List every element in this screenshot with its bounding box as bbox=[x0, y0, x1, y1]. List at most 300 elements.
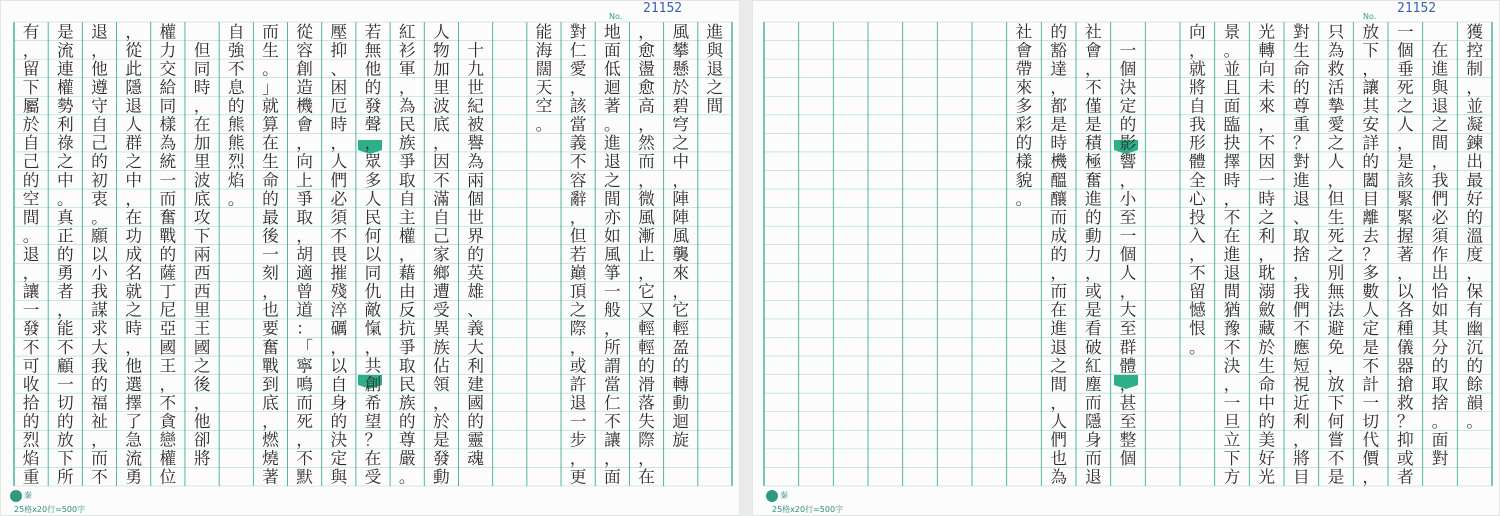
essay-char: 臨 bbox=[1223, 114, 1241, 135]
essay-char: 之 bbox=[1431, 114, 1449, 135]
essay-char: 仁 bbox=[603, 392, 621, 413]
essay-char: 急 bbox=[125, 429, 143, 450]
essay-char: ， bbox=[1362, 466, 1380, 487]
essay-char: 民 bbox=[398, 114, 416, 135]
essay-char: 個 bbox=[1396, 39, 1414, 60]
essay-char: 將 bbox=[1292, 448, 1310, 469]
essay-char: 來 bbox=[1015, 76, 1033, 97]
essay-char: ， bbox=[1084, 262, 1102, 283]
essay-char: 捨 bbox=[1292, 244, 1310, 264]
essay-char bbox=[1120, 21, 1137, 41]
essay-char: 里 bbox=[193, 299, 211, 320]
essay-char: 會 bbox=[296, 114, 313, 135]
essay-char: 亞 bbox=[159, 318, 177, 339]
essay-char: 體 bbox=[1188, 151, 1206, 172]
essay-char: 僅 bbox=[1084, 95, 1102, 116]
essay-char: 時 bbox=[1223, 169, 1241, 190]
essay-char: 出 bbox=[1431, 262, 1449, 283]
essay-char: 重 bbox=[22, 466, 40, 487]
essay-char: 命 bbox=[262, 169, 279, 190]
essay-char: 自 bbox=[433, 206, 450, 227]
essay-char: ： bbox=[296, 318, 313, 339]
essay-char: 守 bbox=[91, 95, 108, 116]
essay-char: 不 bbox=[56, 336, 74, 357]
essay-char: 連 bbox=[56, 58, 74, 79]
publisher-mark: 秦 bbox=[780, 491, 788, 500]
essay-char: 王 bbox=[193, 318, 211, 339]
essay-char: 旋 bbox=[672, 429, 690, 450]
essay-char: 人 bbox=[433, 21, 450, 42]
essay-char: 若 bbox=[364, 21, 382, 42]
essay-char: 但 bbox=[1327, 188, 1345, 209]
essay-char: 。 bbox=[603, 114, 621, 135]
essay-char: 不 bbox=[1084, 76, 1102, 97]
essay-char: 取 bbox=[296, 206, 313, 227]
essay-char: ， bbox=[569, 448, 587, 469]
essay-char: 受 bbox=[433, 299, 450, 320]
essay-char: 間 bbox=[706, 95, 724, 116]
essay-char: 下 bbox=[193, 225, 211, 246]
essay-char: 名 bbox=[125, 262, 143, 283]
essay-char: 如 bbox=[603, 225, 621, 246]
essay-char: 了 bbox=[125, 411, 143, 432]
essay-char: 創 bbox=[364, 373, 382, 394]
essay-char: 底 bbox=[193, 188, 211, 209]
essay-char: 與 bbox=[330, 466, 348, 487]
essay-char: 但 bbox=[193, 39, 211, 60]
essay-char: 立 bbox=[1223, 429, 1241, 450]
essay-char: 他 bbox=[125, 355, 143, 376]
essay-char: 止 bbox=[638, 244, 655, 264]
essay-char: 淬 bbox=[330, 299, 348, 320]
essay-char: 空 bbox=[22, 188, 40, 209]
essay-char: 生 bbox=[1258, 355, 1276, 376]
essay-char: 一 bbox=[1223, 392, 1241, 413]
grid-capacity-note: 25格x20行=500字 bbox=[14, 505, 86, 514]
essay-char: 被 bbox=[467, 114, 484, 135]
essay-char: 紅 bbox=[398, 21, 416, 42]
essay-char: 刻 bbox=[262, 262, 279, 283]
essay-char: 仇 bbox=[364, 281, 382, 302]
essay-char: 的 bbox=[1015, 132, 1033, 153]
essay-char: 韻 bbox=[1466, 392, 1484, 413]
essay-char: 造 bbox=[296, 76, 313, 97]
essay-char: 退 bbox=[603, 151, 621, 172]
essay-char: 目 bbox=[1292, 466, 1310, 487]
essay-char: 隱 bbox=[1084, 411, 1102, 432]
essay-char: 群 bbox=[125, 132, 143, 153]
essay-char: 加 bbox=[433, 58, 450, 79]
essay-char: 們 bbox=[1050, 429, 1068, 450]
essay-char: 搶 bbox=[1396, 373, 1414, 394]
essay-char: 要 bbox=[262, 318, 279, 339]
essay-char: 甚 bbox=[1119, 392, 1137, 413]
essay-char: 動 bbox=[672, 392, 690, 413]
essay-char: 恰 bbox=[1431, 281, 1449, 302]
essay-char: ， bbox=[1258, 244, 1276, 264]
essay-char: 流 bbox=[56, 39, 74, 60]
essay-char: 自 bbox=[330, 373, 348, 394]
essay-char: ， bbox=[262, 411, 279, 432]
essay-char: 如 bbox=[1431, 299, 1449, 320]
essay-char: 寧 bbox=[296, 355, 313, 376]
essay-char: 勢 bbox=[56, 95, 74, 116]
essay-char: 焰 bbox=[22, 448, 40, 469]
essay-char: 或 bbox=[1396, 448, 1414, 469]
essay-char: 於 bbox=[22, 114, 40, 135]
essay-char: 死 bbox=[1327, 225, 1345, 246]
essay-char: 整 bbox=[1119, 429, 1137, 450]
essay-char: 薩 bbox=[159, 262, 177, 283]
essay-char: 何 bbox=[1327, 411, 1345, 432]
essay-char: 以 bbox=[91, 244, 108, 264]
essay-char: 九 bbox=[467, 58, 484, 79]
essay-char: 動 bbox=[433, 466, 450, 487]
essay-char: 不 bbox=[22, 336, 40, 357]
essay-char: 屬 bbox=[22, 95, 40, 116]
essay-char: 熊 bbox=[227, 114, 245, 135]
essay-char: 須 bbox=[330, 206, 348, 227]
essay-char: 法 bbox=[1327, 299, 1345, 320]
essay-char: 收 bbox=[22, 373, 40, 394]
essay-char: 達 bbox=[1050, 58, 1068, 79]
essay-char: 愛 bbox=[1327, 114, 1345, 135]
essay-char: 當 bbox=[569, 114, 587, 135]
essay-char: 面 bbox=[1431, 429, 1449, 450]
essay-char bbox=[1432, 21, 1449, 41]
essay-char: 鳴 bbox=[296, 373, 313, 394]
essay-char: 流 bbox=[125, 448, 143, 469]
essay-char: 會 bbox=[1015, 39, 1033, 60]
essay-char: 同 bbox=[364, 262, 382, 283]
essay-char: 又 bbox=[638, 299, 655, 320]
essay-char: 大 bbox=[1119, 299, 1137, 320]
essay-char: 碧 bbox=[672, 95, 690, 116]
essay-char: 切 bbox=[56, 392, 74, 413]
essay-char: 形 bbox=[1188, 132, 1206, 153]
essay-char: 之 bbox=[1396, 95, 1414, 116]
essay-char: 正 bbox=[56, 225, 74, 246]
essay-char: 留 bbox=[1188, 281, 1206, 302]
essay-char: 。 bbox=[1223, 39, 1241, 60]
essay-char: 來 bbox=[672, 262, 690, 283]
essay-char: 是 bbox=[56, 21, 74, 42]
essay-char: 決 bbox=[1223, 355, 1241, 376]
essay-char: 不 bbox=[330, 225, 348, 246]
essay-char: 免 bbox=[1327, 336, 1345, 357]
essay-char: 決 bbox=[1119, 76, 1137, 97]
essay-char: ， bbox=[22, 39, 40, 60]
essay-char: 的 bbox=[159, 244, 177, 264]
essay-char: 可 bbox=[22, 355, 40, 376]
essay-char: 當 bbox=[603, 373, 621, 394]
essay-char: 的 bbox=[1292, 76, 1310, 97]
essay-char: 下 bbox=[1223, 448, 1241, 469]
essay-char: 而 bbox=[1084, 392, 1102, 413]
essay-char: 自 bbox=[227, 21, 245, 42]
essay-char: 陣 bbox=[672, 206, 690, 227]
essay-char: 求 bbox=[91, 318, 108, 339]
essay-char: ， bbox=[56, 299, 74, 320]
essay-char: 拾 bbox=[22, 392, 40, 413]
essay-char: 衷 bbox=[91, 188, 108, 209]
essay-char: ， bbox=[1466, 76, 1484, 97]
essay-char: 之 bbox=[672, 132, 690, 153]
essay-char: 退 bbox=[22, 244, 40, 264]
essay-char: ， bbox=[193, 392, 211, 413]
essay-char: 多 bbox=[1362, 262, 1380, 283]
essay-char: 猶 bbox=[1223, 299, 1241, 320]
essay-char: 緊 bbox=[1396, 206, 1414, 227]
essay-char: 取 bbox=[398, 169, 416, 190]
essay-char: 是 bbox=[1084, 299, 1102, 320]
essay-char: 於 bbox=[1258, 336, 1276, 357]
essay-char: 入 bbox=[1188, 225, 1206, 246]
essay-char: 勇 bbox=[125, 466, 143, 487]
essay-char: 上 bbox=[296, 169, 313, 190]
essay-char: 對 bbox=[1292, 151, 1310, 172]
essay-char: 利 bbox=[467, 355, 484, 376]
essay-char: 王 bbox=[159, 355, 177, 376]
essay-char: 此 bbox=[125, 58, 143, 79]
essay-char: 權 bbox=[159, 448, 177, 469]
essay-char: 至 bbox=[1119, 411, 1137, 432]
essay-char: 個 bbox=[1119, 58, 1137, 79]
essay-char: 尊 bbox=[398, 429, 416, 450]
essay-char: 抉 bbox=[1223, 132, 1241, 153]
essay-char: 步 bbox=[569, 429, 587, 450]
essay-char: 摯 bbox=[1327, 95, 1345, 116]
essay-char: 們 bbox=[1431, 188, 1449, 209]
essay-char: 建 bbox=[467, 373, 484, 394]
essay-char: 退 bbox=[706, 58, 724, 79]
essay-char: 一 bbox=[262, 244, 279, 264]
essay-char: 定 bbox=[330, 448, 348, 469]
essay-char: ， bbox=[330, 132, 348, 153]
essay-char: 。 bbox=[535, 114, 553, 135]
essay-char: 須 bbox=[1431, 225, 1449, 246]
essay-char: 垂 bbox=[1396, 58, 1414, 79]
essay-char: ， bbox=[125, 188, 143, 209]
essay-char: 制 bbox=[1466, 58, 1484, 79]
essay-char: 輕 bbox=[672, 318, 690, 339]
essay-char: ？ bbox=[364, 429, 382, 450]
essay-char: 極 bbox=[1084, 151, 1102, 172]
essay-char: 然 bbox=[638, 132, 655, 153]
essay-char: 死 bbox=[1396, 76, 1414, 97]
essay-char: 自 bbox=[22, 132, 40, 153]
essay-char: 度 bbox=[1466, 244, 1484, 264]
essay-char: 際 bbox=[638, 429, 655, 450]
essay-char: 的 bbox=[22, 411, 40, 432]
essay-char: 紅 bbox=[1084, 355, 1102, 376]
essay-char: 仁 bbox=[569, 39, 587, 60]
essay-char: ， bbox=[1084, 58, 1102, 79]
essay-char: 的 bbox=[1466, 355, 1484, 376]
essay-char: 救 bbox=[1327, 58, 1345, 79]
essay-char: 的 bbox=[227, 95, 245, 116]
essay-char: 面 bbox=[603, 39, 621, 60]
essay-char: 不 bbox=[1292, 318, 1310, 339]
essay-char: 之 bbox=[706, 76, 724, 97]
essay-char: 最 bbox=[1466, 169, 1484, 190]
essay-char: 他 bbox=[91, 58, 108, 79]
essay-char: 退 bbox=[1084, 466, 1102, 487]
essay-char: 一 bbox=[1362, 392, 1380, 413]
essay-char: 種 bbox=[1396, 318, 1414, 339]
essay-char: 道 bbox=[296, 299, 313, 320]
essay-char: 迴 bbox=[672, 411, 690, 432]
essay-sheet-page-1 bbox=[0, 0, 740, 516]
essay-char: 一 bbox=[159, 169, 177, 190]
essay-char: ？ bbox=[1396, 411, 1414, 432]
essay-char: 體 bbox=[1119, 355, 1137, 376]
essay-char: 轉 bbox=[1258, 39, 1276, 60]
essay-char: 愾 bbox=[364, 318, 382, 339]
essay-char: 攀 bbox=[672, 39, 690, 60]
essay-char: 世 bbox=[467, 206, 484, 227]
essay-char: 且 bbox=[1223, 76, 1241, 97]
essay-char: 「 bbox=[296, 336, 313, 357]
essay-char: 離 bbox=[1362, 206, 1380, 227]
essay-char: 退 bbox=[1050, 336, 1068, 357]
essay-char: 初 bbox=[91, 169, 108, 190]
essay-char: 有 bbox=[1466, 299, 1484, 320]
essay-char: 耽 bbox=[1258, 262, 1276, 283]
essay-char: 以 bbox=[1396, 281, 1414, 302]
essay-char: 愈 bbox=[638, 39, 655, 60]
essay-char: 息 bbox=[227, 76, 245, 97]
essay-char: 擇 bbox=[125, 392, 143, 413]
essay-char: 彩 bbox=[1015, 114, 1033, 135]
essay-char: 的 bbox=[1362, 151, 1380, 172]
essay-char: 佔 bbox=[433, 355, 450, 376]
essay-char: 退 bbox=[91, 21, 108, 42]
essay-char: 間 bbox=[603, 188, 621, 209]
essay-char: 風 bbox=[672, 225, 690, 246]
essay-char: 烈 bbox=[227, 151, 245, 172]
essay-char: ， bbox=[1223, 373, 1241, 394]
essay-char: ， bbox=[91, 39, 108, 60]
essay-char: 之 bbox=[1327, 132, 1345, 153]
essay-char: 的 bbox=[1119, 114, 1137, 135]
essay-char: 燒 bbox=[262, 448, 279, 469]
essay-char: 遵 bbox=[91, 76, 108, 97]
essay-char: 的 bbox=[1466, 206, 1484, 227]
essay-char: 樣 bbox=[159, 114, 177, 135]
essay-char: 的 bbox=[56, 244, 74, 264]
essay-char: 巔 bbox=[569, 262, 587, 283]
essay-char: 握 bbox=[1396, 225, 1414, 246]
essay-char: 取 bbox=[398, 355, 416, 376]
essay-char: 輕 bbox=[638, 336, 655, 357]
essay-char: 定 bbox=[1362, 318, 1380, 339]
essay-char: 命 bbox=[1258, 373, 1276, 394]
essay-char: ， bbox=[1188, 39, 1206, 60]
essay-char: 貪 bbox=[159, 411, 177, 432]
essay-char: 物 bbox=[433, 39, 450, 60]
essay-char: 界 bbox=[467, 225, 484, 246]
essay-char: 群 bbox=[1119, 336, 1137, 357]
essay-sheet-page-2 bbox=[752, 0, 1500, 516]
essay-char: 就 bbox=[1188, 58, 1206, 79]
essay-char: 領 bbox=[433, 373, 450, 394]
essay-char: 放 bbox=[56, 429, 74, 450]
essay-char: 更 bbox=[569, 466, 587, 487]
essay-char: 必 bbox=[330, 188, 348, 209]
essay-char: 作 bbox=[1431, 244, 1449, 264]
publisher-logo-icon bbox=[766, 490, 778, 502]
essay-char: 發 bbox=[433, 448, 450, 469]
essay-char: 的 bbox=[467, 244, 484, 264]
essay-char: 是 bbox=[1327, 466, 1345, 487]
essay-char: 溺 bbox=[1258, 281, 1276, 302]
essay-char: 間 bbox=[1050, 373, 1068, 394]
essay-char: 破 bbox=[1084, 336, 1102, 357]
essay-char: 發 bbox=[364, 95, 382, 116]
essay-char: 社 bbox=[1084, 21, 1102, 42]
essay-char: 去 bbox=[1362, 225, 1380, 246]
essay-char: ， bbox=[1119, 373, 1137, 394]
essay-char: 、 bbox=[1292, 206, 1310, 227]
essay-char: 控 bbox=[1466, 39, 1484, 60]
essay-char: 分 bbox=[1431, 336, 1449, 357]
essay-char: 積 bbox=[1084, 132, 1102, 153]
essay-char: 憾 bbox=[1188, 299, 1206, 320]
essay-char: 在 bbox=[638, 466, 655, 487]
essay-char: 影 bbox=[1119, 132, 1137, 153]
essay-char: 何 bbox=[364, 225, 382, 246]
essay-char: ， bbox=[1292, 262, 1310, 283]
essay-char: 斂 bbox=[1258, 299, 1276, 320]
essay-char: 的 bbox=[1050, 21, 1068, 42]
essay-char: 不 bbox=[227, 58, 245, 79]
essay-char: 同 bbox=[193, 58, 211, 79]
essay-char: 己 bbox=[22, 151, 40, 172]
essay-char: 落 bbox=[638, 392, 655, 413]
essay-char: 頂 bbox=[569, 281, 587, 302]
essay-char: 儀 bbox=[1396, 336, 1414, 357]
essay-char: ， bbox=[193, 95, 211, 116]
essay-char: ， bbox=[1258, 114, 1276, 135]
essay-char: 因 bbox=[1258, 151, 1276, 172]
essay-char: 輕 bbox=[638, 318, 655, 339]
essay-char: 生 bbox=[1327, 206, 1345, 227]
essay-char: 嚴 bbox=[398, 448, 416, 469]
essay-char: 退 bbox=[1223, 262, 1241, 283]
essay-char: ， bbox=[433, 132, 450, 153]
essay-char: 該 bbox=[569, 95, 587, 116]
essay-char: 各 bbox=[1396, 299, 1414, 320]
essay-char: 盪 bbox=[638, 58, 655, 79]
essay-char: 望 bbox=[364, 411, 382, 432]
essay-char: ， bbox=[1050, 76, 1068, 97]
essay-char: ， bbox=[91, 429, 108, 450]
essay-char: 選 bbox=[125, 373, 143, 394]
essay-char: 族 bbox=[398, 132, 416, 153]
essay-char: 並 bbox=[1223, 58, 1241, 79]
essay-char: 或 bbox=[1084, 281, 1102, 302]
essay-char: 一 bbox=[56, 373, 74, 394]
essay-char: 功 bbox=[125, 225, 143, 246]
essay-char: 溫 bbox=[1466, 225, 1484, 246]
page-gutter bbox=[740, 0, 752, 516]
essay-char: 著 bbox=[1396, 244, 1414, 264]
essay-char: 力 bbox=[159, 39, 177, 60]
essay-char: 間 bbox=[22, 206, 40, 227]
essay-char: ， bbox=[569, 206, 587, 227]
essay-char: 愛 bbox=[569, 58, 587, 79]
